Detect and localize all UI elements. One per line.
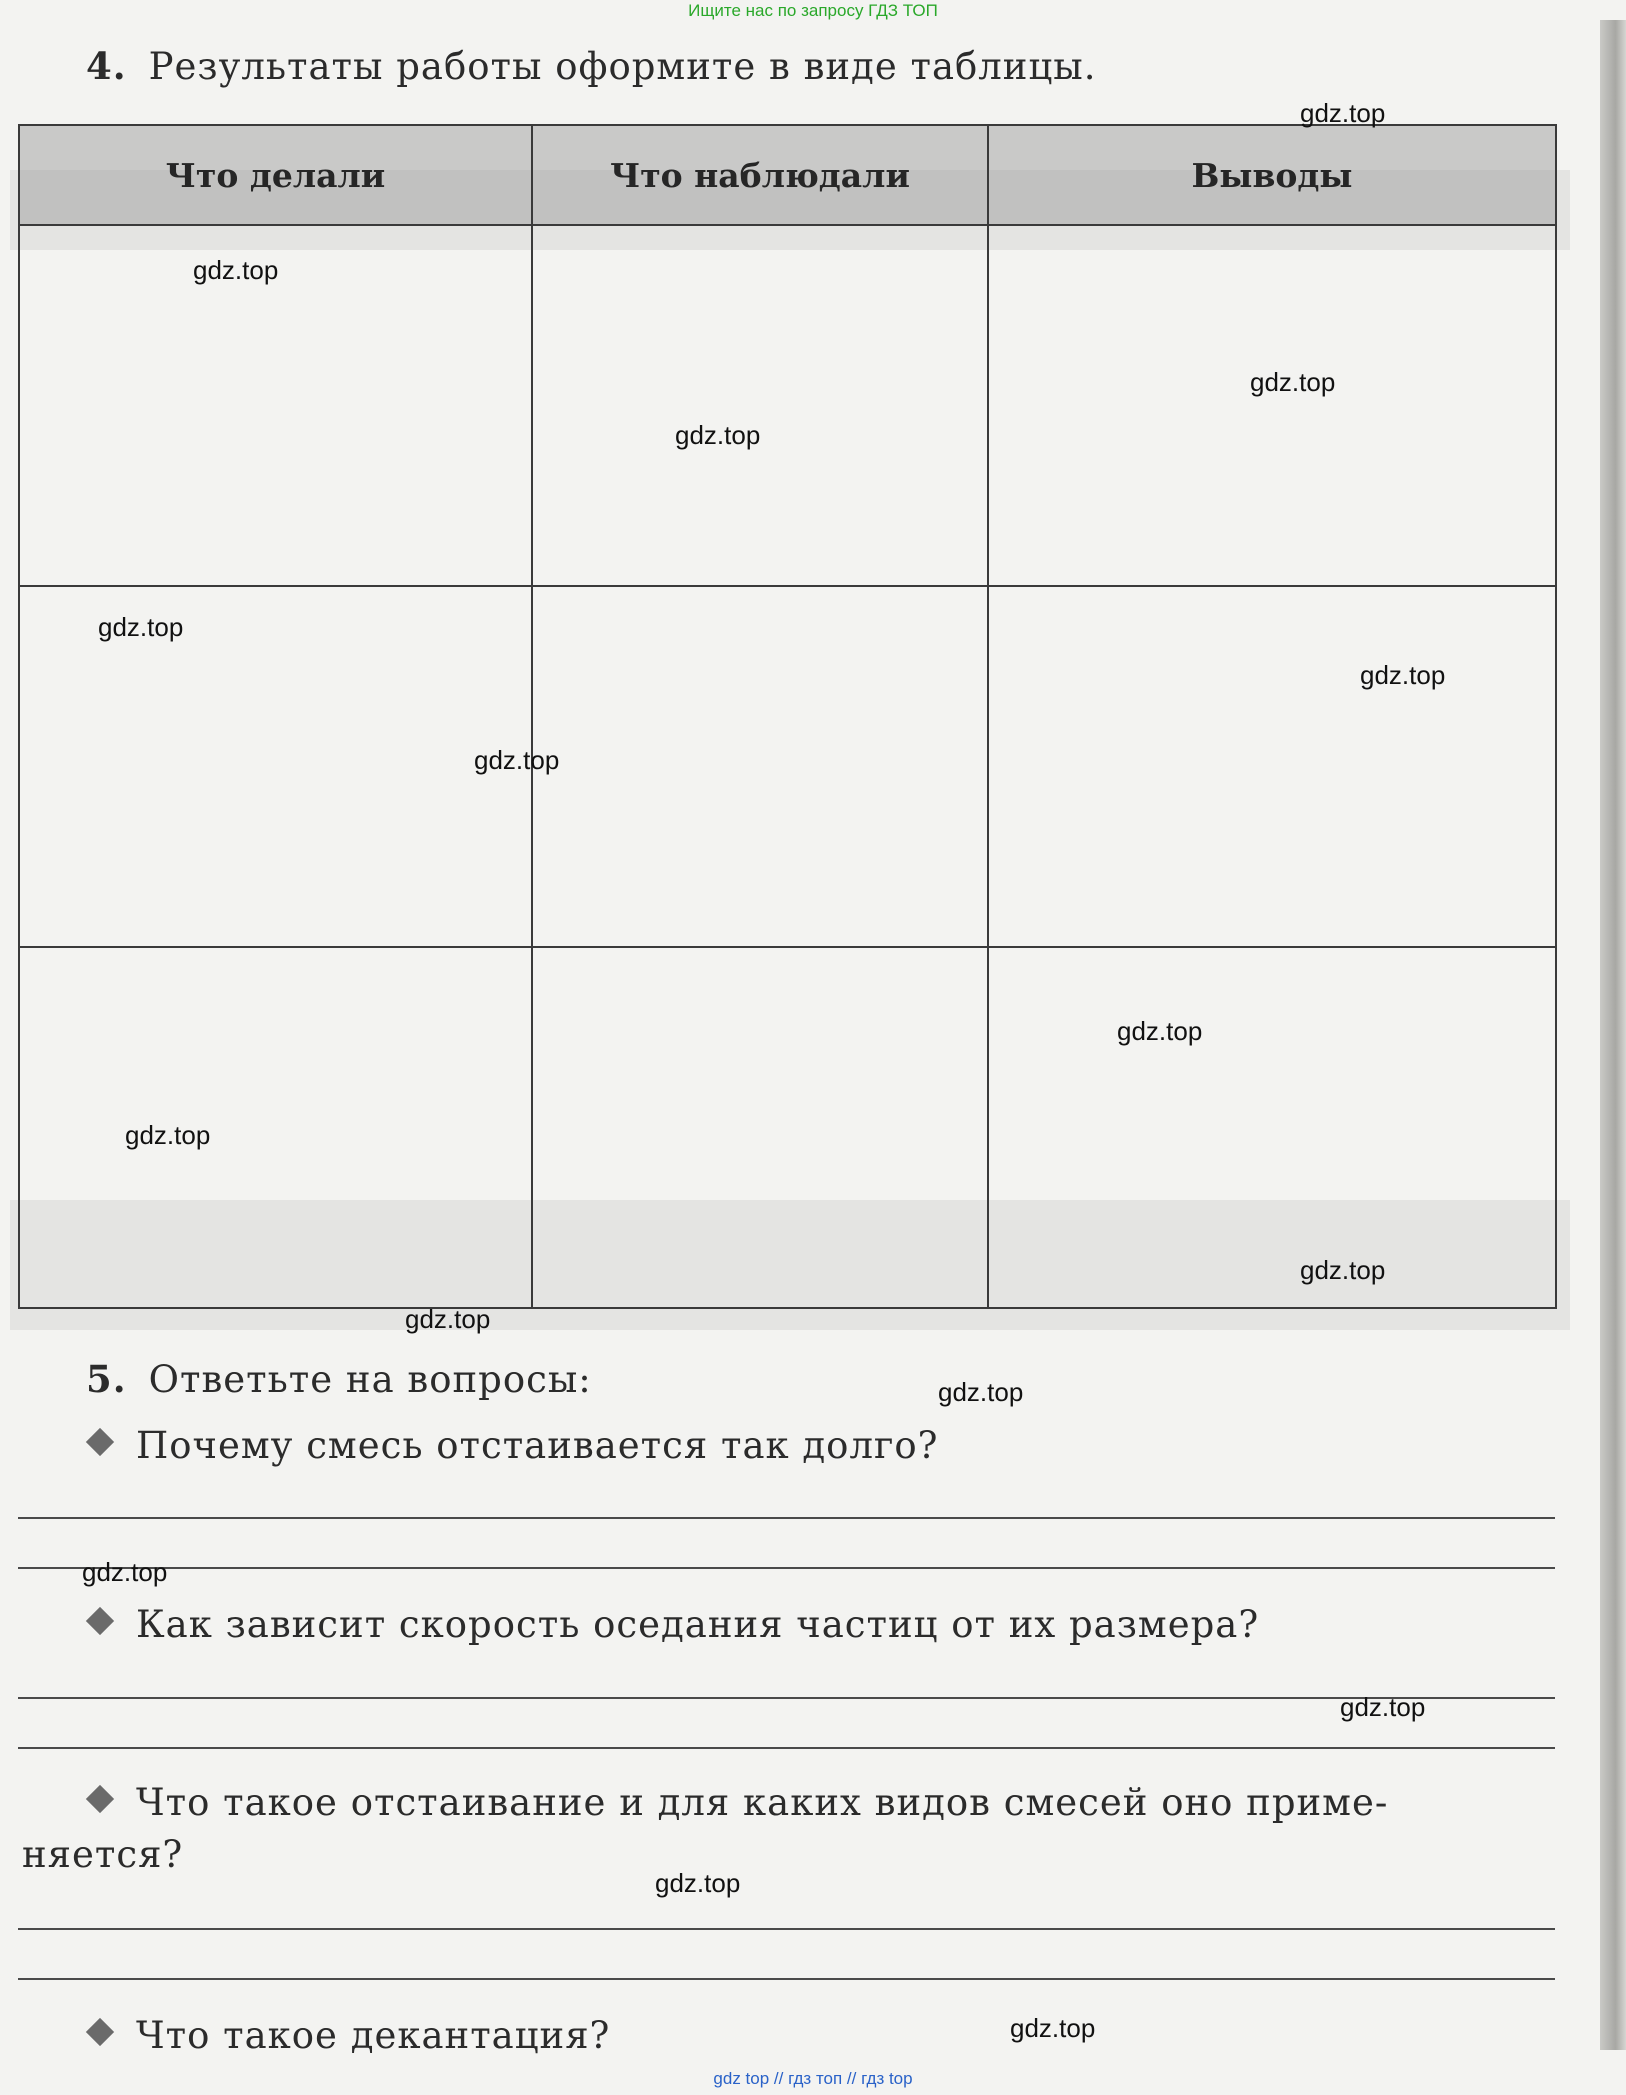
question-2: Как зависит скорость оседания частиц от их размера? bbox=[90, 1603, 1259, 1646]
table-header-cell: Выводы bbox=[988, 125, 1556, 225]
table-cell[interactable] bbox=[988, 947, 1556, 1308]
answer-line[interactable] bbox=[18, 1567, 1555, 1569]
watermark: gdz.top bbox=[474, 745, 560, 775]
bottom-banner: gdz top // гдз топ // гдз top bbox=[713, 2069, 913, 2088]
table-cell[interactable] bbox=[532, 947, 988, 1308]
table-header-row bbox=[19, 125, 1556, 225]
task4-number: 4. bbox=[86, 44, 127, 88]
watermark: gdz.top bbox=[405, 1304, 491, 1334]
watermark: gdz.top bbox=[1340, 1692, 1426, 1722]
task4-text: Результаты работы оформите в виде таблицы. bbox=[148, 45, 1097, 88]
diamond-bullet-icon bbox=[86, 1785, 114, 1813]
table-header-cell: Что наблюдали bbox=[532, 125, 988, 225]
diamond-bullet-icon bbox=[86, 1428, 114, 1456]
task5-text: Ответьте на вопросы: bbox=[148, 1358, 592, 1401]
answer-line[interactable] bbox=[18, 1697, 1555, 1699]
watermark: gdz.top bbox=[193, 255, 279, 285]
answer-line[interactable] bbox=[18, 1928, 1555, 1930]
question-1: Почему смесь отстаивается так долго? bbox=[90, 1424, 938, 1467]
watermark: gdz.top bbox=[125, 1120, 211, 1150]
task4-heading bbox=[86, 44, 1096, 88]
table-cell[interactable] bbox=[19, 586, 532, 947]
task5-number: 5. bbox=[86, 1357, 127, 1401]
question-3: Что такое отстаивание и для каких видов смесей оно приме- bbox=[90, 1781, 1388, 1824]
table-cell[interactable] bbox=[988, 586, 1556, 947]
watermark: gdz.top bbox=[1117, 1016, 1203, 1046]
table-row bbox=[19, 586, 1556, 947]
question-3-continuation: няется? bbox=[22, 1833, 184, 1876]
table-cell[interactable] bbox=[988, 225, 1556, 586]
watermark: gdz.top bbox=[655, 1868, 741, 1898]
question-4: Что такое декантация? bbox=[90, 2014, 610, 2057]
watermark: gdz.top bbox=[1300, 98, 1386, 128]
watermark: gdz.top bbox=[1010, 2013, 1096, 2043]
table-cell[interactable] bbox=[532, 586, 988, 947]
diamond-bullet-icon bbox=[86, 2018, 114, 2046]
diamond-bullet-icon bbox=[86, 1607, 114, 1635]
watermark: gdz.top bbox=[1360, 660, 1446, 690]
watermark: gdz.top bbox=[938, 1377, 1024, 1407]
table-cell[interactable] bbox=[19, 947, 532, 1308]
table-header-cell: Что делали bbox=[19, 125, 532, 225]
page-edge-shadow bbox=[1600, 20, 1626, 2050]
table-cell[interactable] bbox=[532, 225, 988, 586]
answer-line[interactable] bbox=[18, 1978, 1555, 1980]
answer-line[interactable] bbox=[18, 1517, 1555, 1519]
task5-heading bbox=[86, 1357, 592, 1401]
watermark: gdz.top bbox=[1300, 1255, 1386, 1285]
results-table bbox=[18, 124, 1557, 1309]
watermark: gdz.top bbox=[1250, 367, 1336, 397]
watermark: gdz.top bbox=[82, 1557, 168, 1587]
answer-line[interactable] bbox=[18, 1747, 1555, 1749]
table-row bbox=[19, 947, 1556, 1308]
top-banner: Ищите нас по запросу ГДЗ ТОП bbox=[688, 1, 938, 20]
watermark: gdz.top bbox=[675, 420, 761, 450]
watermark: gdz.top bbox=[98, 612, 184, 642]
